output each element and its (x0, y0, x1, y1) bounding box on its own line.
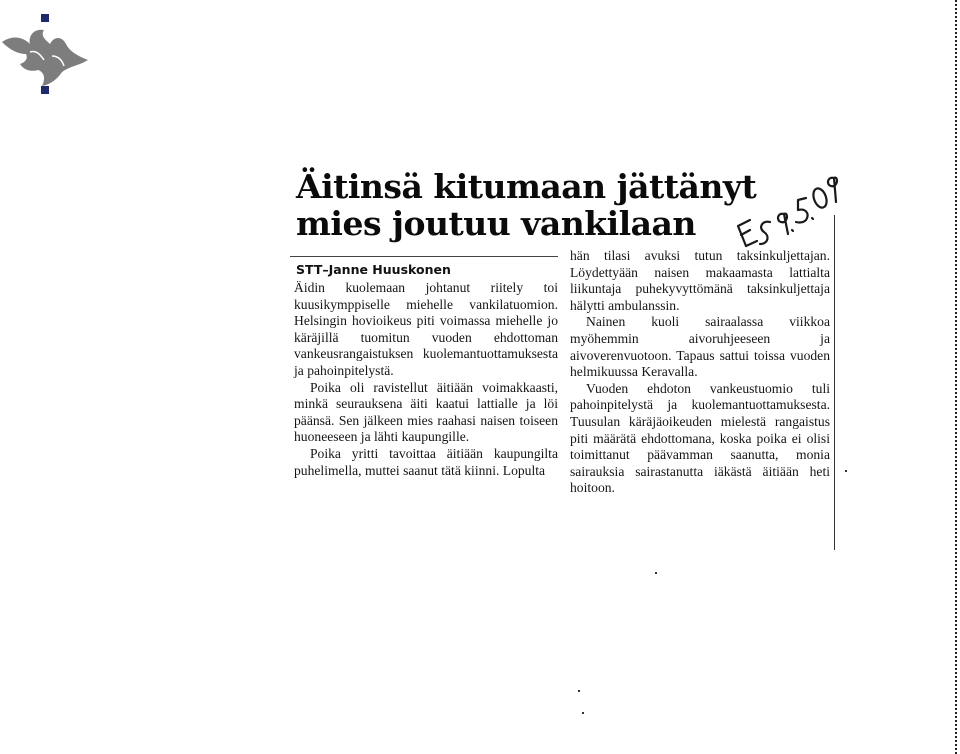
article-byline: STT–Janne Huuskonen (296, 262, 451, 277)
paragraph: Poika yritti tavoittaa äitiään kaupungilta puhelimella, muttei saanut tätä kiinni. Lopulta (294, 445, 558, 478)
flame-logo-icon (0, 0, 100, 110)
column-divider (834, 215, 835, 550)
paragraph: Poika oli ravistellut äitiään voimakkaasti, minkä seurauksena äiti kaatui lattialle ja löi päänsä. Sen jälkeen mies raahasi naisen toiseen huoneeseen ja lähti kaupungille. (294, 379, 558, 445)
paragraph: Äidin kuolemaan johtanut riitely toi kuusikymppiselle miehelle vankilatuomion. Helsingin hovioikeus piti voimassa miehelle jo käräjillä tuomitun vuoden ehdottoman vankeusrangaistuksen kuolemantuottamuksesta ja pahoinpitelystä. (294, 280, 558, 378)
paragraph: Vuoden ehdoton vankeustuomio tuli pahoinpitelystä ja kuolemantuottamuksesta. Tuusulan käräjäoikeuden mielestä rangaistus piti määrätä ehdottomana, koska poika ei olisi toimittanut päävamman saanutta, monia sairauksia sairastanutta iäkästä äitiään heti hoitoon. (570, 380, 830, 496)
handwritten-date-note (730, 168, 840, 258)
newspaper-clipping (270, 140, 850, 570)
article-headline (296, 168, 756, 242)
scan-speck (582, 712, 584, 714)
headline-line-1: Äitinsä kitumaan jättänyt (296, 167, 757, 206)
article-column-left (294, 280, 558, 479)
headline-line-2: mies joutuu vankilaan (296, 204, 696, 243)
scan-speck (845, 470, 847, 472)
paragraph: hän tilasi avuksi tutun taksinkuljettajan. Löydettyään naisen makaamasta lattialta liikuntaja puhekyvyttömänä taksinkuljettaja hälytti ambulanssin. (570, 248, 830, 313)
university-logo (0, 0, 100, 110)
page-edge-dotted-line (955, 0, 957, 754)
scan-speck (655, 572, 657, 574)
paragraph: Nainen kuoli sairaalassa viikkoa myöhemmin aivoruhjeeseen ja aivoverenvuotoon. Tapaus sattui toissa vuoden helmikuussa Keravalla. (570, 314, 830, 380)
scan-speck (578, 690, 580, 692)
article-column-right (570, 248, 830, 497)
headline-rule (290, 256, 558, 257)
